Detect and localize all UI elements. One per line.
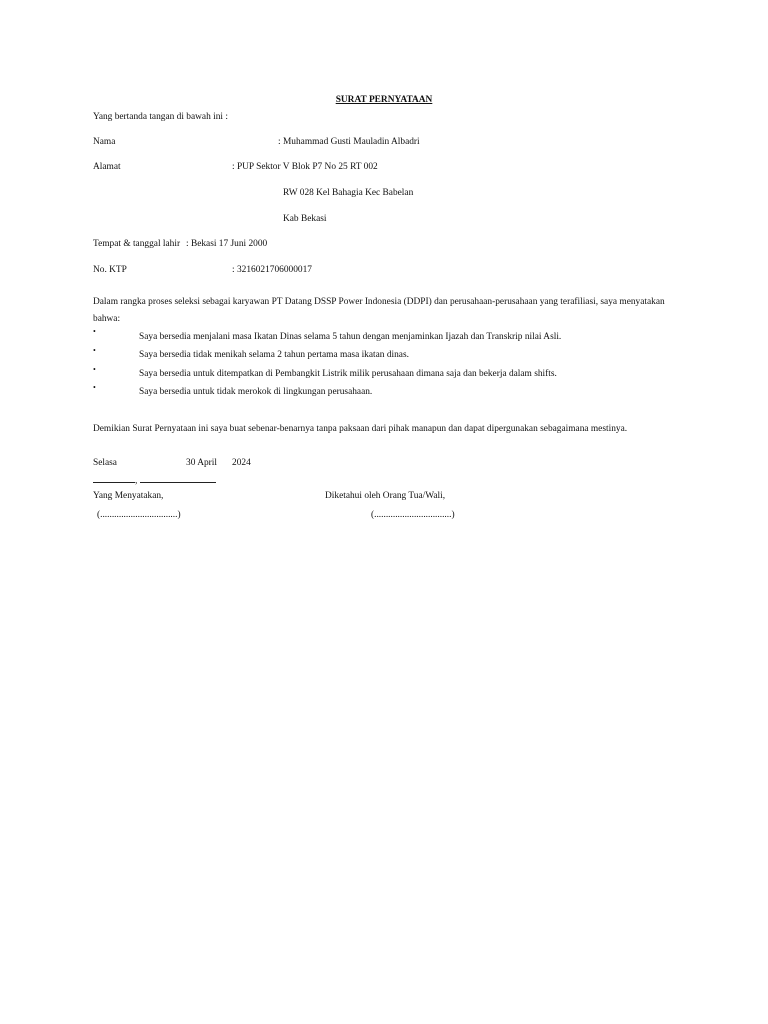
guardian-label: Diketahui oleh Orang Tua/Wali, — [325, 491, 446, 501]
bullet-icon: • — [93, 346, 96, 355]
bullet-icon: • — [93, 327, 96, 336]
address-line-1: : PUP Sektor V Blok P7 No 25 RT 002 — [232, 162, 378, 172]
document-title: SURAT PERNYATAAN — [335, 95, 433, 105]
underline-long — [140, 482, 216, 483]
name-label: Nama — [93, 137, 116, 147]
address-line-2: RW 028 Kel Bahagia Kec Babelan — [283, 188, 414, 198]
birth-value: : Bekasi 17 Juni 2000 — [186, 239, 268, 249]
guardian-signature-blank: (.................................) — [371, 510, 455, 520]
list-item: Saya bersedia untuk tidak merokok di lingkungan perusahaan. — [139, 387, 373, 397]
date-year: 2024 — [232, 458, 251, 468]
intro-text: Yang bertanda tangan di bawah ini : — [93, 112, 228, 122]
list-item: Saya bersedia tidak menikah selama 2 tahun pertama masa ikatan dinas. — [139, 350, 409, 360]
ktp-label: No. KTP — [93, 265, 127, 275]
ktp-value: : 3216021706000017 — [232, 265, 312, 275]
address-label: Alamat — [93, 162, 121, 172]
list-item: Saya bersedia menjalani masa Ikatan Dinas selama 5 tahun dengan menjaminkan Ijazah dan Transkrip nilai Asli. — [139, 332, 562, 342]
signer-label: Yang Menyatakan, — [93, 491, 164, 501]
address-line-3: Kab Bekasi — [283, 214, 327, 224]
birth-label: Tempat & tanggal lahir — [93, 239, 181, 249]
bullet-icon: • — [93, 383, 96, 392]
signer-signature-blank: (.................................) — [97, 510, 181, 520]
date-separator: , — [135, 476, 138, 486]
statement-line-2: bahwa: — [93, 314, 121, 324]
list-item: Saya bersedia untuk ditempatkan di Pembangkit Listrik milik perusahaan dimana saja dan bekerja dalam shifts. — [139, 369, 557, 379]
statement-line-1: Dalam rangka proses seleksi sebagai karyawan PT Datang DSSP Power Indonesia (DDPI) dan perusahaan-perusahaan yang terafiliasi, saya menyatakan — [93, 297, 665, 307]
date-underline — [93, 476, 216, 488]
bullet-icon: • — [93, 365, 96, 374]
name-value: : Muhammad Gusti Mauladin Albadri — [278, 137, 420, 147]
date-day-month: 30 April — [186, 458, 217, 468]
date-day: Selasa — [93, 458, 117, 468]
closing-text: Demikian Surat Pernyataan ini saya buat sebenar-benarnya tanpa paksaan dari pihak manapun dan dapat dipergunakan sebagaimana mestinya. — [93, 424, 628, 434]
underline-short — [93, 482, 135, 483]
